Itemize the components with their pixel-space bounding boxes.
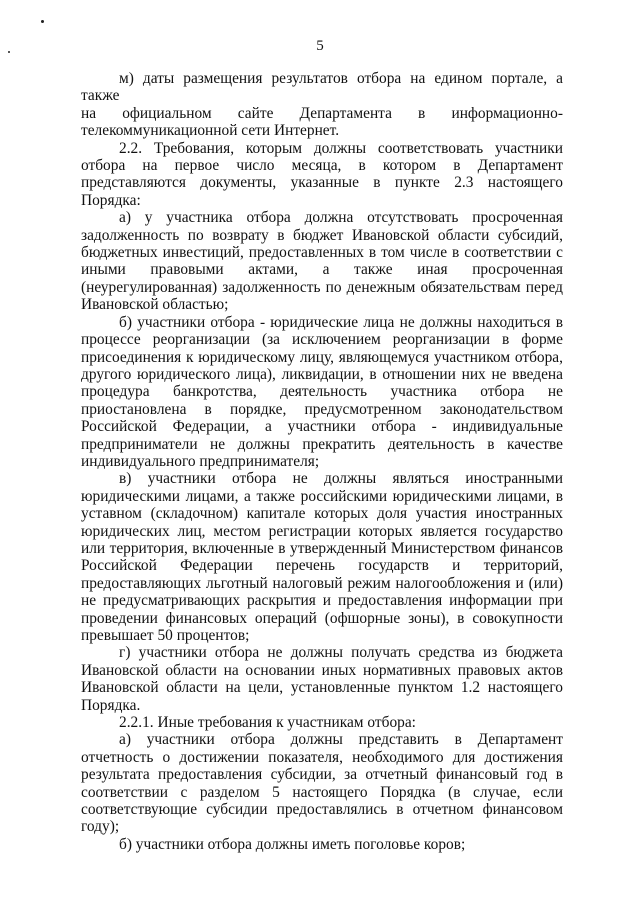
- scan-speck: [41, 20, 44, 23]
- page-number: 5: [316, 38, 324, 54]
- paragraph: на официальном сайте Департамента в информационно-: [81, 104, 563, 122]
- paragraph: г) участники отбора не должны получать средства из бюджета Ивановской области на основании иных нормативных правовых актов Ивановской области на цели, установленные пунктом 1.2 настоящего Порядка.: [81, 644, 563, 714]
- paragraph: в) участники отбора не должны являться иностранными юридическими лицами, а также российскими юридическими лицами, в уставном (складочном) капитале которых доля участия иностранных юридических лиц, местом регистрации которых является государство или территория, включенные в утвержденный Министерством финансов Российской Федерации перечень государств и территорий, предоставляющих льготный налоговый режим налогообложения и (или) не предусматривающих раскрытия и предоставления информации при проведении финансовых операций (офшорные зоны), в совокупности превышает 50 процентов;: [81, 470, 563, 644]
- paragraph: 2.2. Требования, которым должны соответствовать участники отбора на первое число месяца, в котором в Департамент представляются документы, указанные в пункте 2.3 настоящего Порядка:: [81, 139, 563, 209]
- paragraph: б) участники отбора должны иметь поголовье коров;: [119, 835, 466, 853]
- paragraph: м) даты размещения результатов отбора на едином портале, а также: [81, 70, 563, 105]
- document-body: [81, 70, 563, 853]
- paragraph: 2.2.1. Иные требования к участникам отбора:: [119, 714, 416, 732]
- paragraph: б) участники отбора - юридические лица не должны находиться в процессе реорганизации (за исключением реорганизации в форме присоединения к юридическому лицу, являющемуся участником отбора, другого юридического лица), ликвидации, в отношении них не введена процедура банкротства, деятельность участника отбора не приостановлена в порядке, предусмотренном законодательством Российской Федерации, а участники отбора - индивидуальные предприниматели не должны прекратить деятельность в качестве индивидуального предпринимателя;: [81, 313, 563, 470]
- paragraph: а) у участника отбора должна отсутствовать просроченная задолженность по возврату в бюджет Ивановской области субсидий, бюджетных инвестиций, предоставленных в том числе в соответствии с иными правовыми актами, а также иная просроченная (неурегулированная) задолженность по денежным обязательствам перед Ивановской областью;: [81, 209, 563, 314]
- paragraph: телекоммуникационной сети Интернет.: [81, 122, 340, 140]
- paragraph: а) участники отбора должны представить в Департамент отчетность о достижении показателя, необходимого для достижения результата предоставления субсидии, за отчетный финансовый год в соответствии с разделом 5 настоящего Порядка (в случае, если соответствующие субсидии предоставлялись в отчетном финансовом году);: [81, 731, 563, 836]
